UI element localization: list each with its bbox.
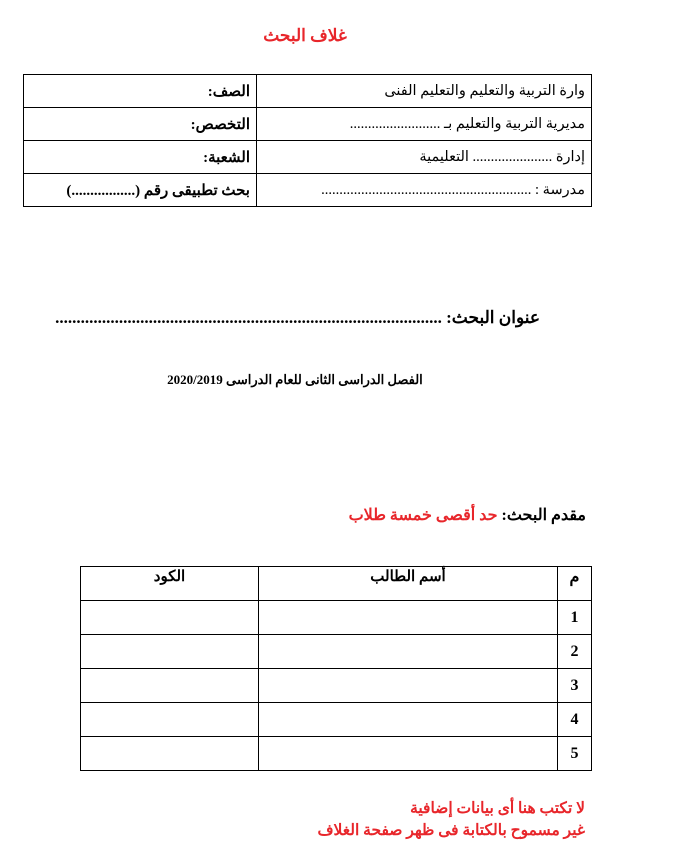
division-cell: الشعبة: xyxy=(24,141,257,174)
specialization-cell: التخصص: xyxy=(24,108,257,141)
student-name-cell[interactable] xyxy=(259,669,558,703)
student-name-header: أسم الطالب xyxy=(259,567,558,601)
row-number: 1 xyxy=(558,601,592,635)
student-code-cell[interactable] xyxy=(81,635,259,669)
administration-cell: إدارة ...................... التعليمية xyxy=(257,141,592,174)
table-row xyxy=(81,669,592,703)
row-number: 4 xyxy=(558,703,592,737)
directorate-cell: مديرية التربية والتعليم بـ ......................... xyxy=(257,108,592,141)
school-cell: مدرسة : .......................................................... xyxy=(257,174,592,207)
row-number: 3 xyxy=(558,669,592,703)
students-header-row xyxy=(81,567,592,601)
student-name-cell[interactable] xyxy=(259,703,558,737)
cover-title: غلاف البحث xyxy=(263,26,347,45)
student-name-cell[interactable] xyxy=(259,737,558,771)
grade-cell: الصف: xyxy=(24,75,257,108)
presenter-label: مقدم البحث: xyxy=(501,507,586,524)
number-header: م xyxy=(558,567,592,601)
student-code-cell[interactable] xyxy=(81,703,259,737)
student-code-cell[interactable] xyxy=(81,669,259,703)
table-row xyxy=(81,635,592,669)
research-title xyxy=(55,308,540,328)
student-name-cell[interactable] xyxy=(259,601,558,635)
header-row xyxy=(24,174,592,207)
table-row xyxy=(81,703,592,737)
students-table xyxy=(80,566,592,771)
presenter-row xyxy=(300,505,586,525)
research-title-dots: ........................................................................................... xyxy=(55,308,442,327)
header-row xyxy=(24,141,592,174)
presenter-note: حد أقصى خمسة طلاب xyxy=(348,507,498,524)
row-number: 2 xyxy=(558,635,592,669)
header-table xyxy=(23,74,592,207)
student-code-cell[interactable] xyxy=(81,737,259,771)
table-row xyxy=(81,601,592,635)
research-title-label: عنوان البحث: xyxy=(446,308,540,327)
header-row xyxy=(24,75,592,108)
code-header: الكود xyxy=(81,567,259,601)
footer-note xyxy=(280,798,585,842)
semester-line: الفصل الدراسى الثانى للعام الدراسى 2020/2019 xyxy=(167,372,423,387)
student-name-cell[interactable] xyxy=(259,635,558,669)
footer-note-line2: غير مسموح بالكتابة فى ظهر صفحة الغلاف xyxy=(317,822,585,839)
ministry-cell: وارة التربية والتعليم والتعليم الفنى xyxy=(257,75,592,108)
research-number-cell: بحث تطبيقى رقم (.................) xyxy=(24,174,257,207)
footer-note-line1: لا تكتب هنا أى بيانات إضافية xyxy=(410,800,585,817)
student-code-cell[interactable] xyxy=(81,601,259,635)
row-number: 5 xyxy=(558,737,592,771)
table-row xyxy=(81,737,592,771)
header-row xyxy=(24,108,592,141)
